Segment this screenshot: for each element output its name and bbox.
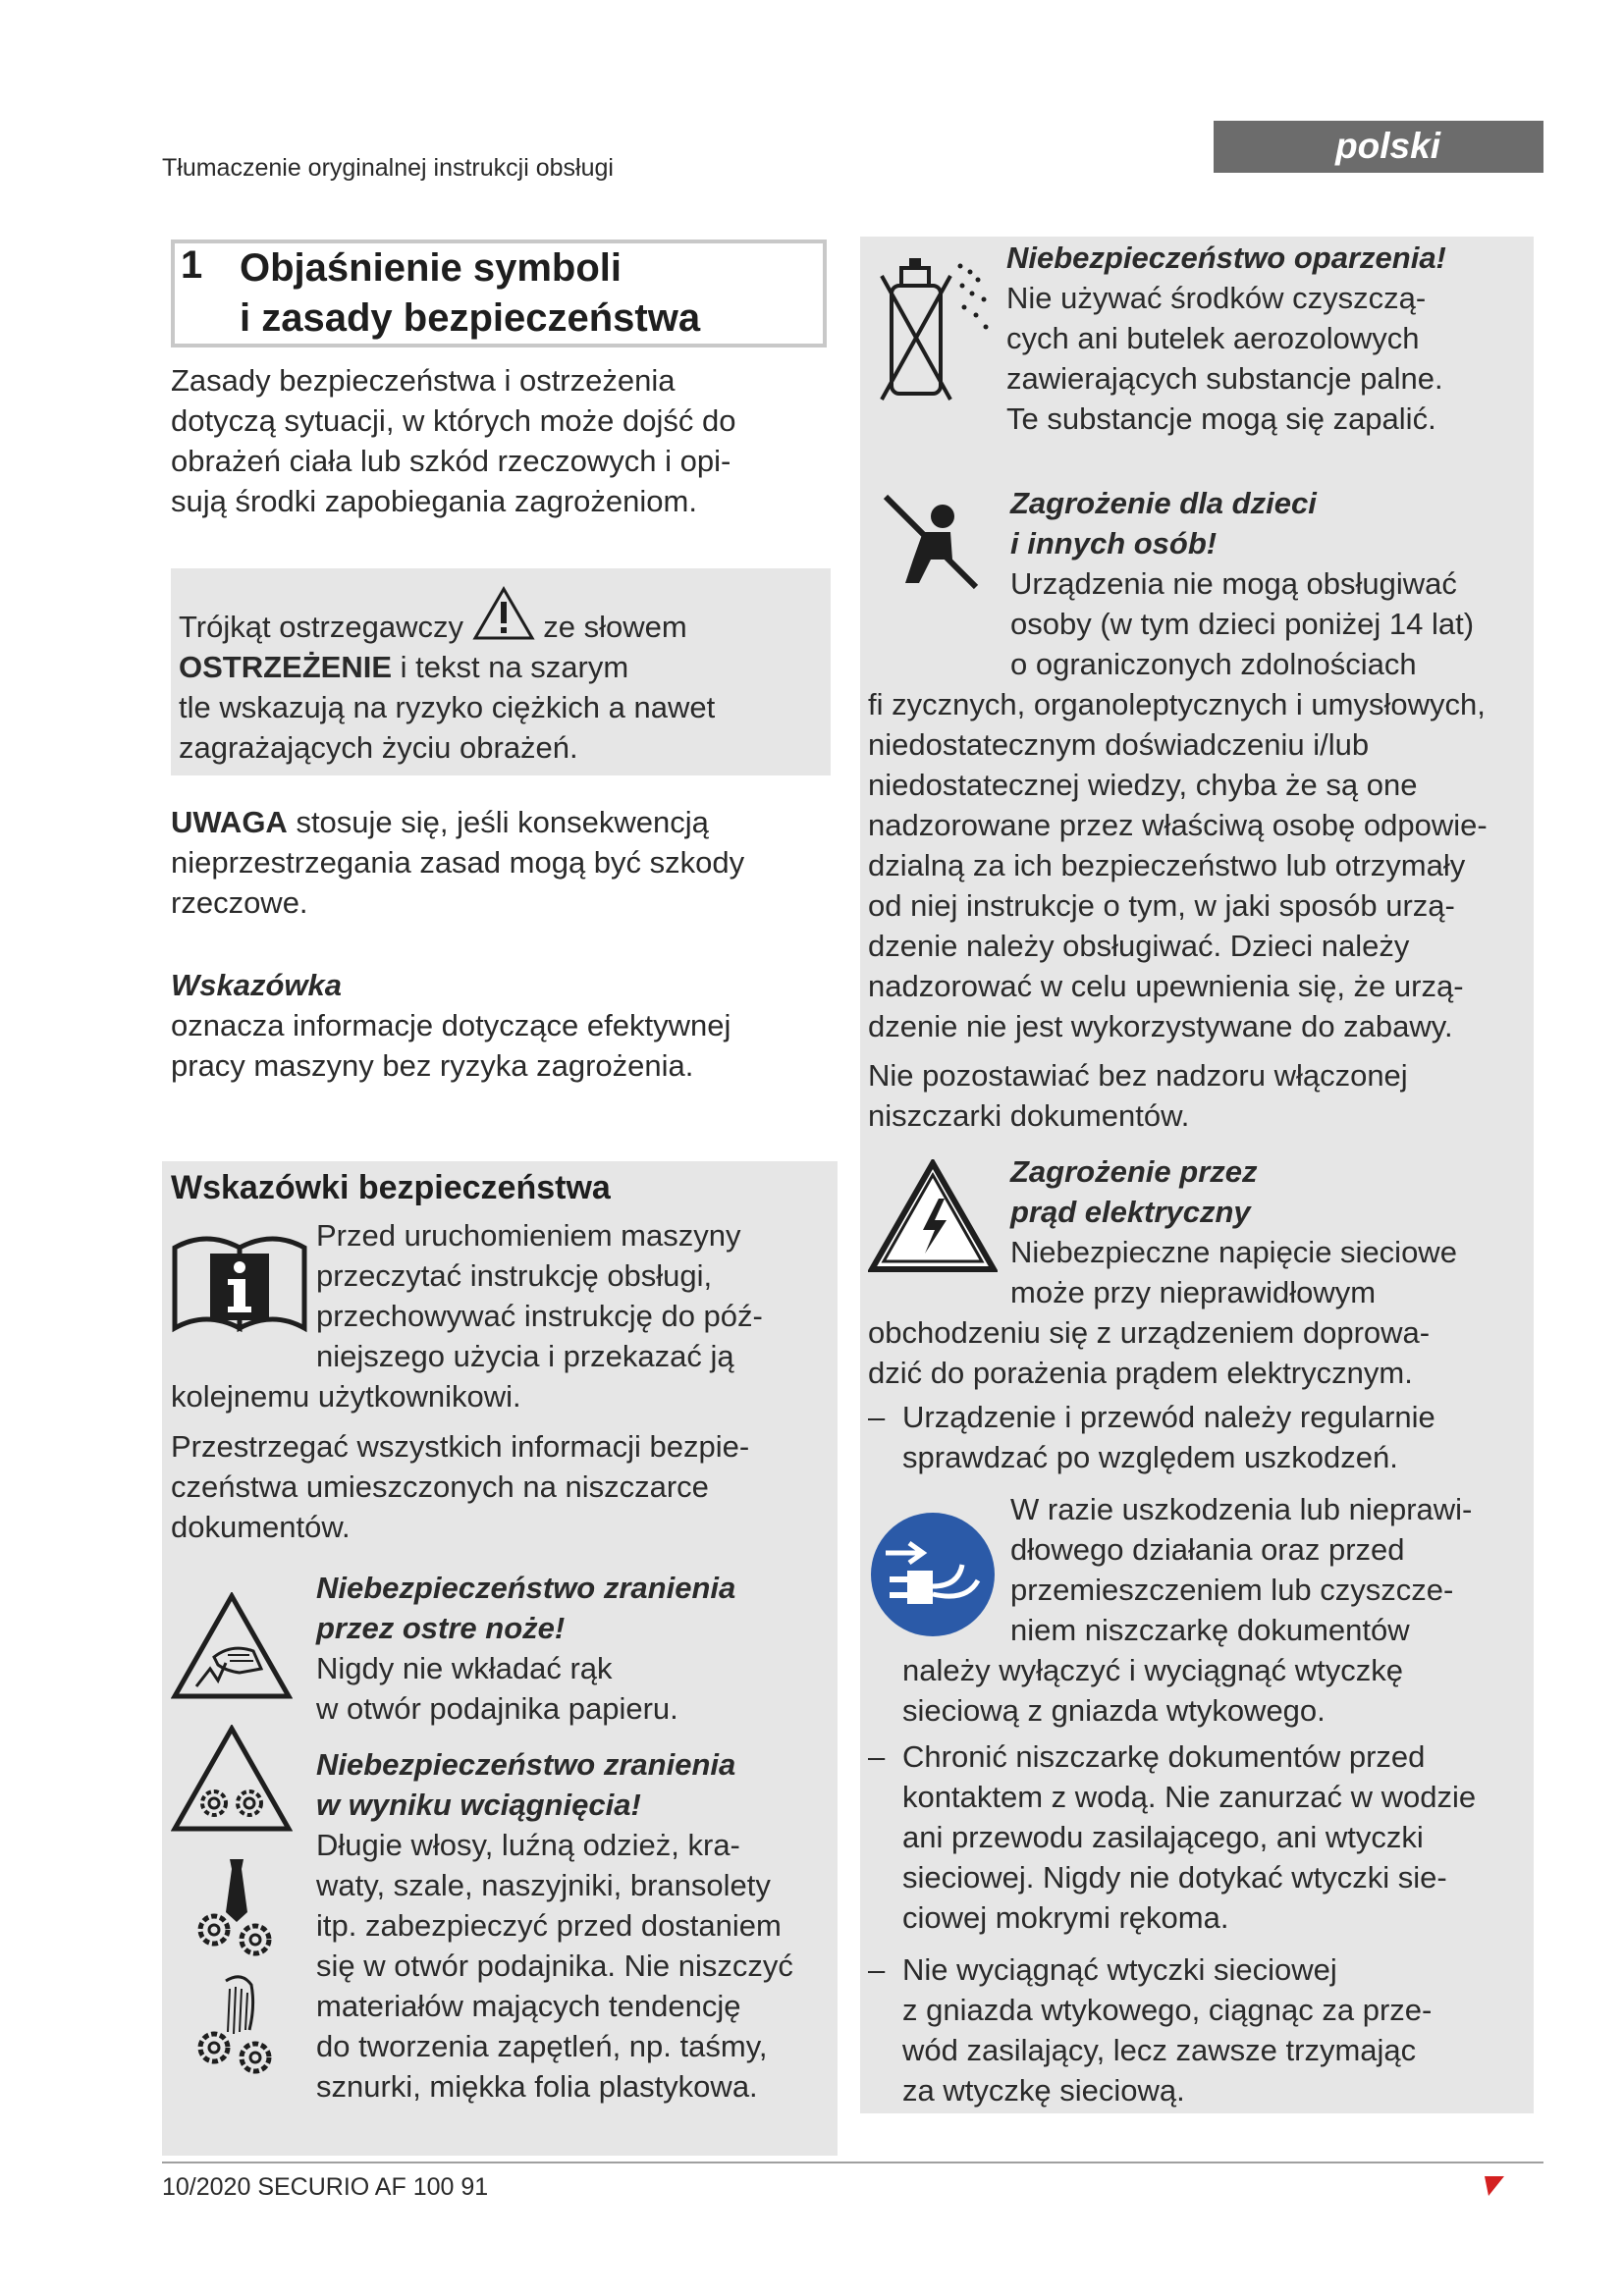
corner-marker-icon: [1485, 2176, 1504, 2196]
hint-paragraph: Wskazówka oznacza informacje dotyczące efektywnej pracy maszyny bez ryzyka zagrożenia.: [171, 965, 839, 1086]
hair-gears-icon: [192, 1971, 281, 2079]
footer-text: [162, 2173, 488, 2202]
section-title: [240, 243, 700, 344]
tie-gears-icon: [192, 1853, 281, 1961]
bullet-inspect: Urządzenie i przewód należy regularnie sprawdzać po względem uszkodzeń.: [902, 1400, 1435, 1474]
electric-text: Zagrożenie przez prąd elektryczny Niebezpieczne napięcie sieciowe może przy nieprawidłowym: [1010, 1154, 1457, 1309]
warning-triangle-icon: [472, 606, 535, 639]
children-text-continued: fi zycznych, organoleptycznych i umysłowych, niedostatecznym doświadczeniu i/lub niedostatecznej wiedzy, chyba że są one nadzorowane przez właściwą osobę odpowie- dzialną za ich bezpieczeństwo lub otrzymały od niej instrukcje o tym, w jaki sposób urzą- dzenie należy obsługiwać. Dzieci należy nadzorować w celu upewnienia się, że urzą- dzenie nie jest wykorzystywane do zabawy.: [868, 687, 1488, 1043]
section-title-line2: i zasady bezpieczeństwa: [240, 296, 701, 340]
manual-text-last: kolejnemu użytkownikowi.: [171, 1379, 521, 1414]
child-prohibited-icon: [880, 491, 982, 593]
pull-in-gears-icon: [171, 1725, 293, 1835]
aerosol-prohibited-icon: [868, 252, 996, 409]
unattended-paragraph: Nie pozostawiać bez nadzoru włączonej niszczarki dokumentów.: [868, 1058, 1408, 1133]
manual-text: Przed uruchomieniem maszyny przeczytać instrukcję obsługi, przechowywać instrukcję do póź- niejszego użycia i przekazać ją: [316, 1218, 763, 1373]
electric-hazard-icon: [868, 1159, 998, 1275]
bullet-water: Chronić niszczarkę dokumentów przed kontaktem z wodą. Nie zanurzać w wodzie ani przewodu zasilającego, ani wtyczki sieciowej. Nigdy nie dotykać wtyczki sie- ciowej mokrymi rękoma.: [902, 1739, 1477, 1935]
hint-title: Wskazówka: [171, 968, 343, 1002]
section-title-line1: Objaśnienie symboli: [240, 246, 623, 290]
electric-text-continued: obchodzeniu się z urządzeniem doprowa- dzić do porażenia prądem elektrycznym.: [868, 1315, 1431, 1390]
manual-icon: [171, 1226, 308, 1334]
warning-box-text: Trójkąt ostrzegawczy ze słowem OSTRZEŻENIE i tekst na szarym tle wskazują na ryzyko ciężkich a nawet zagrażających życiu obrażeń.: [179, 606, 827, 768]
footer-date: 10/2020: [162, 2173, 251, 2201]
intro-paragraph: Zasady bezpieczeństwa i ostrzeżenia dotyczą sytuacji, w których może dojść do obrażeń ciała lub szkód rzeczowych i opi- sują środki zapobiegania zagrożeniom.: [171, 363, 736, 518]
uwaga-paragraph: UWAGA stosuje się, jeśli konsekwencją nieprzestrzegania zasad mogą być szkody rzeczowe.: [171, 805, 745, 920]
section-number: 1: [181, 243, 203, 287]
pull-in-text: Niebezpieczeństwo zranienia w wyniku wciągnięcia! Długie włosy, luźną odzież, kra- waty, szale, naszyjniki, bransolety itp. zabezpieczyć przed dostaniem się w otwór podajnika. Nie niszczyć materiałów mających tendencję do tworzenia zapętleń, np. taśmy, sznurki, miękka folia plastykowa.: [316, 1747, 793, 2104]
bullet-cable: Nie wyciągnąć wtyczki sieciowej z gniazda wtykowego, ciągnąc za prze- wód zasilający, lecz zawsze trzymając za wtyczkę sieciową.: [902, 1952, 1433, 2108]
footer-product: SECURIO AF 100: [257, 2173, 455, 2201]
observe-paragraph: Przestrzegać wszystkich informacji bezpie- czeństwa umieszczonych na niszczarce dokumentów.: [171, 1429, 750, 1544]
safety-title: Wskazówki bezpieczeństwa: [171, 1169, 611, 1206]
header-subtitle: Tłumaczenie oryginalnej instrukcji obsługi: [162, 154, 614, 182]
footer-page-number: 91: [460, 2173, 489, 2201]
children-text: Zagrożenie dla dzieci i innych osób! Urządzenia nie mogą obsługiwać osoby (w tym dzieci poniżej 14 lat) o ograniczonych zdolnościach: [1010, 486, 1475, 681]
bullet-dash: –: [868, 1400, 886, 1434]
language-badge: polski: [1214, 121, 1543, 173]
unplug-text: W razie uszkodzenia lub nieprawi- dłowego działania oraz przed przemieszczeniem lub czyszcze- niem niszczarkę dokumentów: [1010, 1492, 1473, 1647]
unplug-text-continued: należy wyłączyć i wyciągnąć wtyczkę sieciową z gniazda wtykowego.: [902, 1653, 1403, 1728]
unplug-mandatory-icon: [868, 1510, 998, 1639]
sharp-knives-icon: [171, 1592, 293, 1702]
knives-text: Niebezpieczeństwo zranienia przez ostre noże! Nigdy nie wkładać rąk w otwór podajnika papieru.: [316, 1571, 736, 1726]
bullet-dash: –: [868, 1952, 886, 1987]
bullet-dash: –: [868, 1739, 886, 1774]
footer-divider: [162, 2162, 1543, 2163]
burn-text: Niebezpieczeństwo oparzenia! Nie używać środków czyszczą- cych ani butelek aerozolowych zawierających substancje palne. Te substancje mogą się zapalić.: [1006, 240, 1446, 436]
